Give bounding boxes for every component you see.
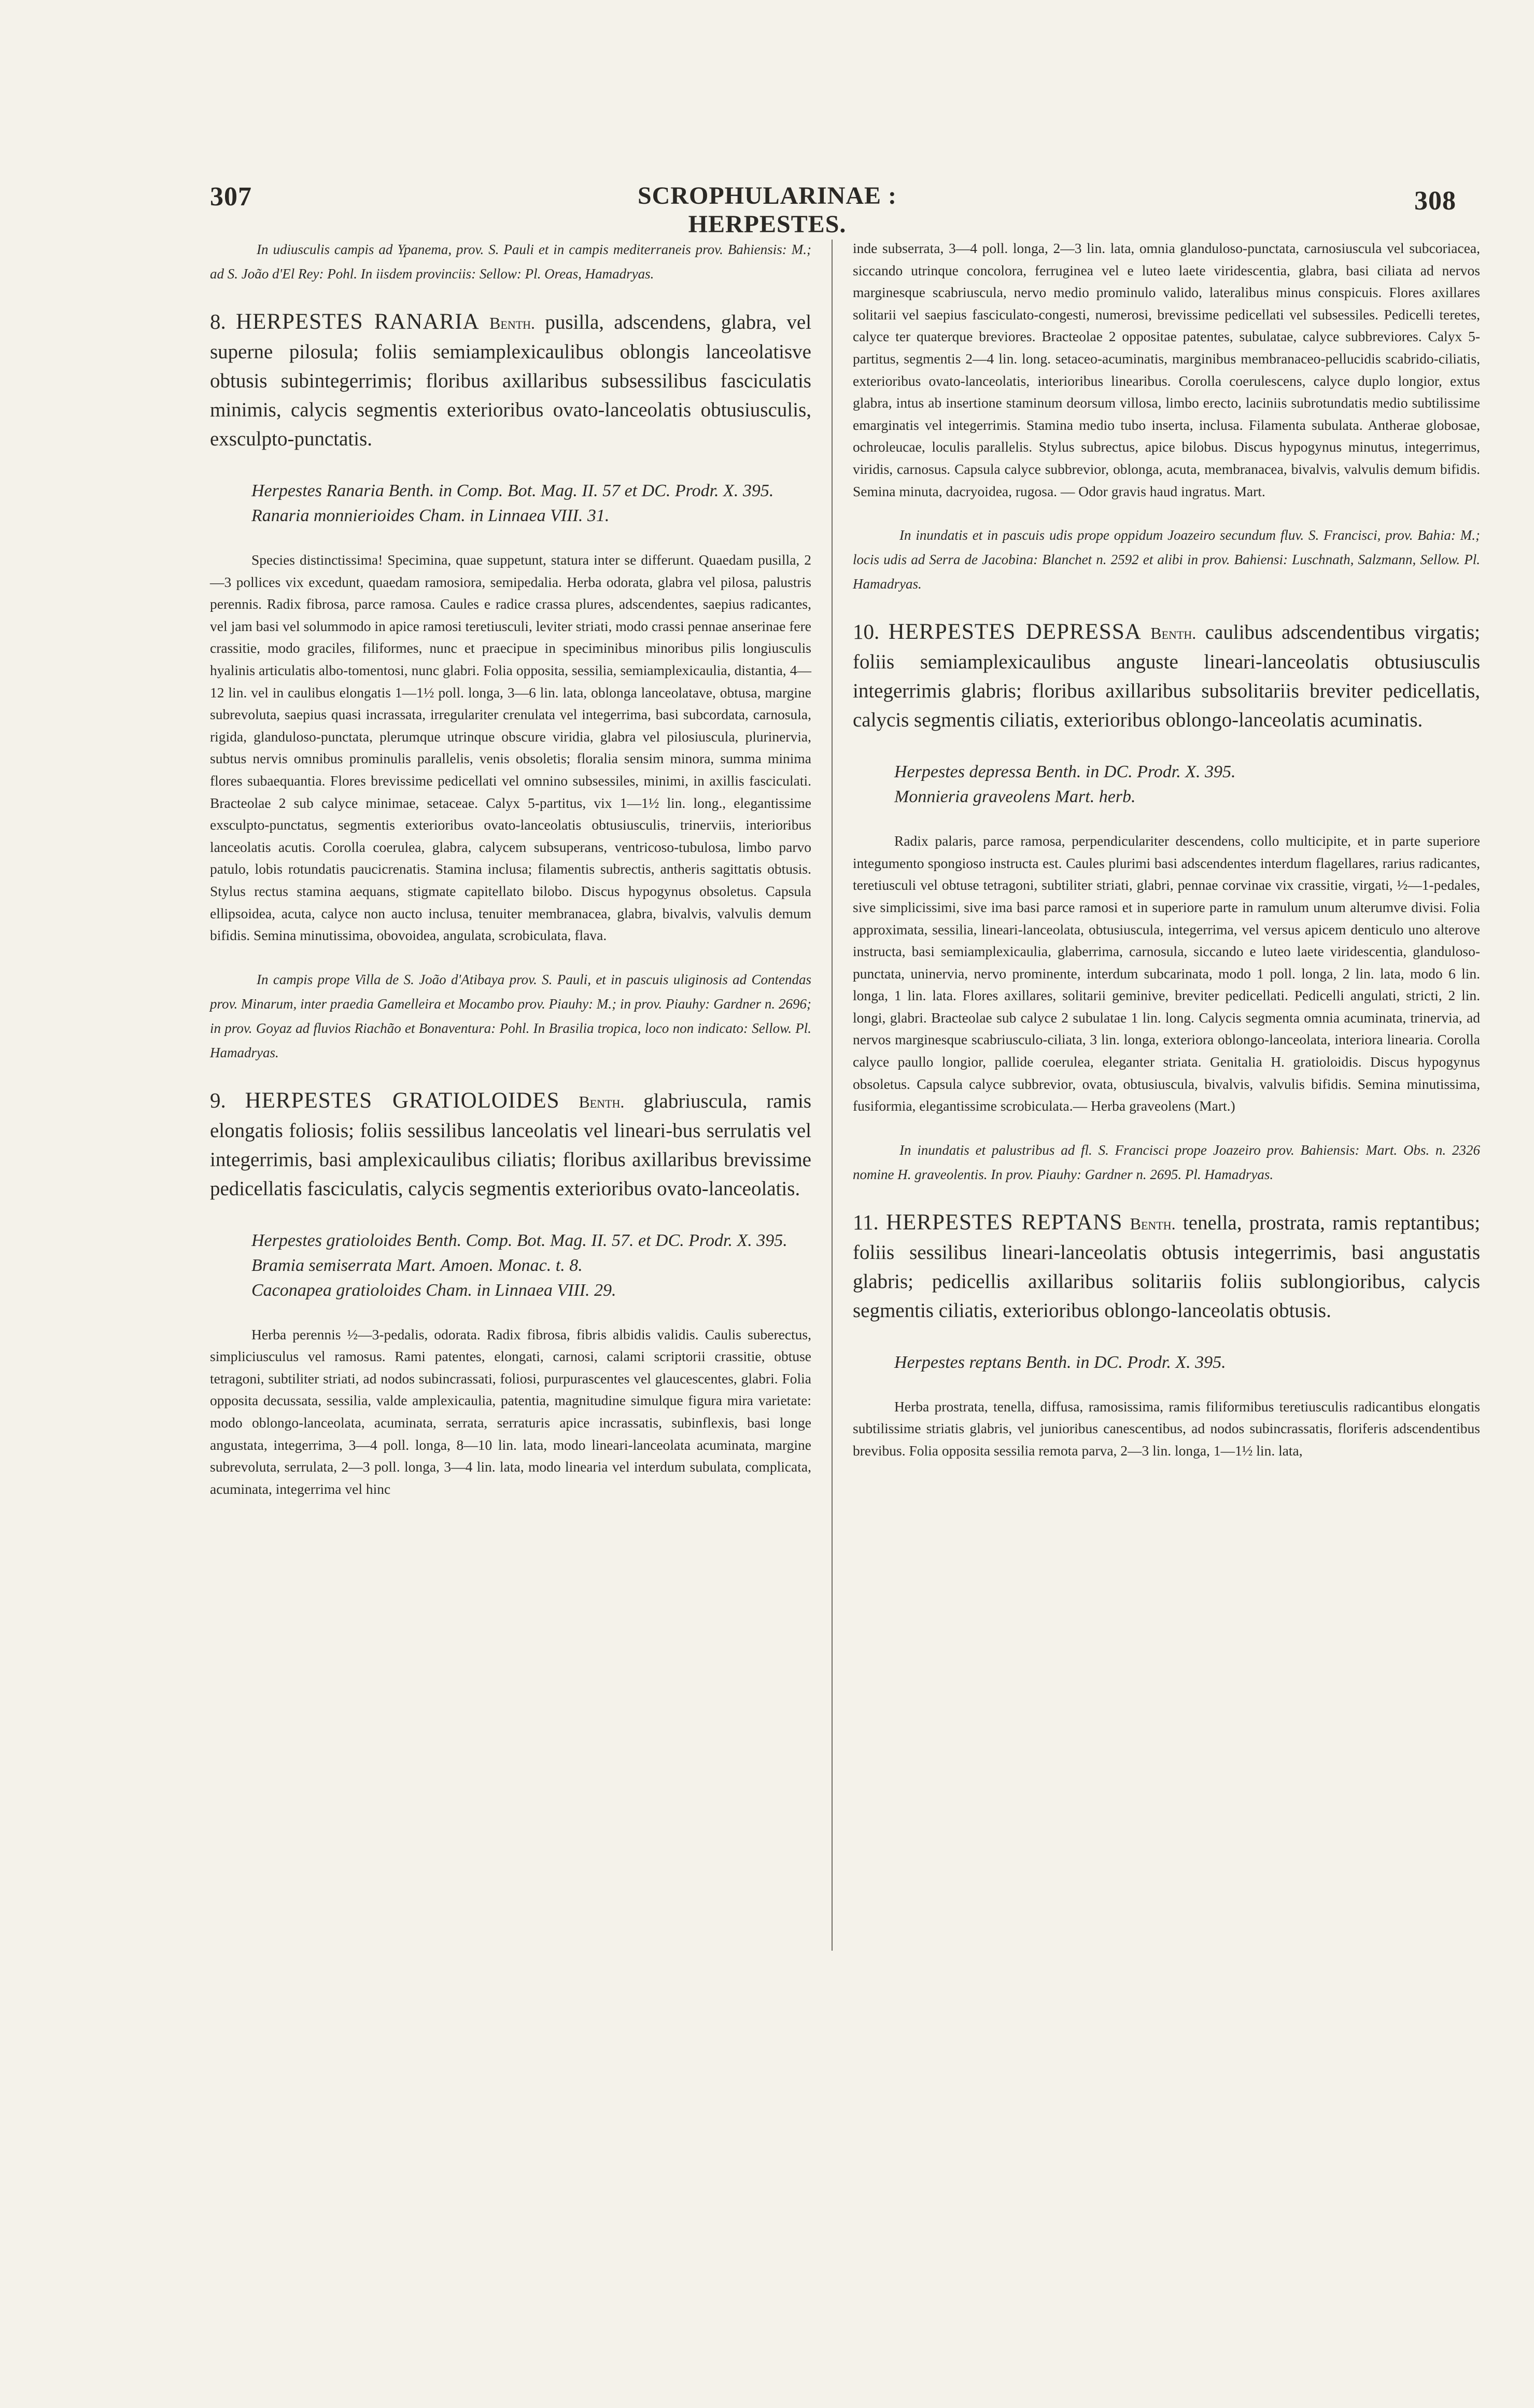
species-9-synonyms: [210, 1228, 811, 1303]
species-name: HERPESTES REPTANS: [885, 1210, 1123, 1235]
synonym: Bramia semiserrata Mart. Amoen. Monac. t. 8.: [251, 1255, 583, 1275]
synonym: Herpestes reptans Benth. in DC. Prodr. X. 395.: [894, 1352, 1226, 1372]
species-number: 11.: [853, 1210, 879, 1234]
species-8-diagnosis: [210, 307, 811, 454]
species-8-synonyms: [210, 479, 811, 528]
running-title: SCROPHULARINAE : HERPESTES.: [637, 182, 897, 238]
column-divider: [832, 240, 833, 1951]
species-number: 8.: [210, 310, 226, 333]
species-10-diagnosis: [853, 617, 1480, 735]
synonym: Herpestes gratioloides Benth. Comp. Bot. Mag. II. 57. et DC. Prodr. X. 395.: [251, 1230, 787, 1250]
species-10-description: Radix palaris, parce ramosa, perpendiculariter descendens, collo multicipite, et in parte superiore integumento spongioso instructa est. Caules plurimi basi adscendentes interdum flagellares, rarius radicantes, teretiusculi vel obtuse tetragoni, subtiliter striati, glabri, pennae corvinae vix crassitie, virgati, ½—1-pedales, sive simplicissimi, sive ima basi parce ramosi et in superiore parte in ramulum unum alterumve divisi. Folia approximata, sessilia, lineari-lanceolata, obtusiuscula, integerrima, vel versus apicem denticulo uno alterove instructa, basi semiamplexicaulia, glaberrima, carnosula, siccando e luteo laete viridescentia, glanduloso-punctata, uninervia, nervo prominente, interdum subcarinata, modo 1 poll. longa, 2 lin. lata, modo 6 lin. longa, 1 lin. lata. Flores axillares, solitarii geminive, breviter pedicellati. Pedicelli angulati, stricti, 2 lin. longi, glabri. Bracteolae sub calyce 2 subulatae 1 lin. long. Calycis segmenta omnia acuminata, trinervia, ad nervos marginesque scabriusculo-ciliata, 3 lin. longa, exteriora oblongo-lanceolata, interiora linearia. Corolla calyce paullo longior, pallide coerulea, eleganter striata. Genitalia H. gratioloidis. Discus hypogynus obsoletus. Capsula calyce subbrevior, ovata, obtusiuscula, bivalvis, valvulis bifidis. Semina minutissima, fusiformia, elegantissime scrobiculata.— Herba graveolens (Mart.): [853, 833, 1480, 1114]
species-number: 10.: [853, 620, 880, 644]
species-10-synonyms: [853, 760, 1480, 809]
species-author: Benth.: [1130, 1214, 1176, 1233]
species-author: Benth.: [489, 314, 536, 332]
species-11-description: Herba prostrata, tenella, diffusa, ramosissima, ramis filiformibus teretiusculis radicantibus elongatis subtilissime striatis glabris, vel junioribus canescentibus, ad nodos subincrassatis, floriferis adscendentibus brevibus. Folia opposita sessilia remota parva, 2—3 lin. longa, 1—1½ lin. lata,: [853, 1398, 1480, 1459]
species-name: HERPESTES DEPRESSA: [888, 620, 1142, 645]
diagnosis-text: tenella, prostrata, ramis reptantibus; foliis sessilibus lineari-lanceolatis obtusis integerrimis, basi angustatis glabris; pedicellis axillaribus solitariis foliis sublongioribus, calycis segmentis ciliatis, exterioribus oblongo-lanceolatis obtusis.: [853, 1211, 1481, 1322]
species-author: Benth.: [1150, 624, 1197, 643]
species-9-diagnosis: [210, 1086, 811, 1203]
species-author: Benth.: [579, 1092, 625, 1111]
right-column: [853, 237, 1480, 1483]
species-11-diagnosis: [853, 1208, 1480, 1325]
synonym: Herpestes Ranaria Benth. in Comp. Bot. Mag. II. 57 et DC. Prodr. X. 395.: [251, 481, 774, 500]
left-column: [210, 237, 811, 1521]
synonym: Ranaria monnierioides Cham. in Linnaea VIII. 31.: [251, 506, 610, 525]
species-number: 9.: [210, 1088, 226, 1112]
locality-text: In udiusculis campis ad Ypanema, prov. S. Pauli et in campis mediterraneis prov. Bahiensis: M.; ad S. João d'El Rey: Pohl. In iisdem provinciis: Sellow: Pl. Oreas, Hamadryas.: [210, 242, 811, 282]
synonym: Monnieria graveolens Mart. herb.: [894, 787, 1136, 807]
species-10-locality: In inundatis et palustribus ad fl. S. Francisci prope Joazeiro prov. Bahiensis: Mart. Obs. n. 2326 nomine H. graveolentis. In prov. Piauhy: Gardner n. 2695. Pl. Hamadryas.: [853, 1142, 1480, 1182]
synonym: Caconapea gratioloides Cham. in Linnaea VIII. 29.: [251, 1280, 616, 1300]
species-9-description-continued: inde subserrata, 3—4 poll. longa, 2—3 lin. lata, omnia glanduloso-punctata, carnosiuscula vel subcoriacea, siccando utrinque concolora, ferruginea vel e luteo laete viridescentia, glabra, basi ciliata ad nervos marginesque scabriuscula, nervo medio prominulo valido, lateralibus minus conspicuis. Flores axillares solitarii vel saepius fasciculato-congesti, numerosi, brevissime pedicellati vel subsessiles. Pedicelli teretes, calyce ter quaterque breviores. Bracteolae 2 oppositae patentes, subulatae, calyce subbreviores. Calyx 5-partitus, segmentis 2—4 lin. long. setaceo-acuminatis, marginibus membranaceo-pellucidis scabrido-ciliatis, exterioribus ovato-lanceolatis, interioribus linearibus. Corolla coerulescens, calyce duplo longior, extus glabra, intus ab insertione staminum deorsum villosa, limbo erecto, laciniis subrotundatis medio subtilissime emarginatis vel integerrimis. Stamina medio tubo inserta, inclusa. Filamenta subulata. Antherae globosae, ochroleucae, loculis parallelis. Stylus subrectus, apice bilobus. Discus hypogynus minutus, integerrimus, viridis, carnosus. Capsula calyce subbrevior, oblonga, acuta, membranacea, bivalvis, valvulis demum bifidis. Semina minuta, dacryoidea, rugosa. — Odor gravis haud ingratus. Mart.: [853, 240, 1480, 499]
diagnosis-text: glabriuscula, ramis elongatis foliosis; foliis sessilibus lanceolatis vel lineari-bus serrulatis vel integerrimis, basi amplexicaulibus ciliatis; floribus axillaribus brevissime pedicellatis fasciculatis, calycis segmentis exterioribus ovato-lanceolatis.: [210, 1089, 812, 1200]
diagnosis-text: caulibus adscendentibus virgatis; foliis semiamplexicaulibus anguste lineari-lanceolatis obtusiusculis integerrimis glabris; floribus axillaribus subsolitariis breviter pedicellatis, calycis segmentis ciliatis, exterioribus oblongo-lanceolatis acuminatis.: [853, 621, 1481, 732]
page-number-right: 308: [1414, 186, 1456, 216]
species-9-locality: In inundatis et in pascuis udis prope oppidum Joazeiro secundum fluv. S. Francisci, prov. Bahia: M.; locis udis ad Serra de Jacobina: Blanchet n. 2592 et alibi in prov. Bahiensi: Luschnath, Salzmann, Sellow. Pl. Hamadryas.: [853, 527, 1480, 592]
diagnosis-text: pusilla, adscendens, glabra, vel superne pilosula; foliis semiamplexicaulibus oblongis lanceolatisve obtusis subintegerrimis; floribus axillaribus subsessilibus fasciculatis minimis, calycis segmentis exterioribus ovato-lanceolatis obtusiusculis, exsculpto-punctatis.: [210, 311, 812, 450]
page-number-left: 307: [210, 182, 252, 212]
species-11-synonyms: [853, 1350, 1480, 1375]
species-name: HERPESTES RANARIA: [236, 310, 480, 334]
species-9-description: Herba perennis ½—3-pedalis, odorata. Radix fibrosa, fibris albidis validis. Caulis suberectus, simpliciusculus vel ramosus. Rami patentes, elongati, carnosi, calami scriptorii crassitie, obtuse tetragoni, subtiliter striati, ad nodos subincrassati, foliosi, purpurascentes vel glaucescentes, glabri. Folia opposita decussata, sessilia, valde amplexicaulia, patentia, magnitudine simulque figura mira varietate: modo oblongo-lanceolata, acuminata, serrata, serraturis apice incrassatis, subinflexis, basi longe angustata, integerrima, 3—4 poll. longa, 8—10 lin. lata, modo lineari-lanceolata acuminata, margine subrevoluta, serrulata, 2—3 poll. longa, 3—4 lin. lata, modo linearia vel interdum subulata, complicata, acuminata, integerrima vel hinc: [210, 1326, 811, 1497]
synonym: Herpestes depressa Benth. in DC. Prodr. X. 395.: [894, 762, 1236, 782]
species-8-locality: In campis prope Villa de S. João d'Atibaya prov. S. Pauli, et in pascuis uliginosis ad Contendas prov. Minarum, inter praedia Gamelleira et Mocambo prov. Piauhy: M.; in prov. Piauhy: Gardner n. 2696; in prov. Goyaz ad fluvios Riachão et Bonaventura: Pohl. In Brasilia tropica, loco non indicato: Sellow. Pl. Hamadryas.: [210, 971, 811, 1060]
species-name: HERPESTES GRATIOLOIDES: [245, 1088, 560, 1113]
species-8-description: Species distinctissima! Specimina, quae suppetunt, statura inter se differunt. Quaedam pusilla, 2—3 pollices vix excedunt, quaedam ramosiora, semipedalia. Herba odorata, glabra vel pilosa, palustris perennis. Radix fibrosa, parce ramosa. Caules e radice crassa plures, adscendentes, saepius radicantes, vel jam basi vel solummodo in apice ramosi teretiusculi, leviter striati, modo crassi pennae anserinae fere crassitie, modo graciles, filiformes, nunc et praecipue in speciminibus minoribus pilis longiusculis hyalinis articulatis albo-tomentosi, nunc glabri. Folia opposita, sessilia, semiamplexicaulia, distantia, 4—12 lin. vel in caulibus elongatis 1—1½ poll. longa, 3—6 lin. lata, oblonga lanceolatave, obtusa, margine subrevoluta, saepius quasi incrassata, irregulariter crenulata vel integerrima, basi subcordata, carnosula, rigida, glanduloso-punctata, plerumque utrinque obscure viridia, glabra vel pilosiuscula, plurinervia, subtus nervis omnibus prominulis parallelis, venis obsoletis; floralia sensim minora, summa minima flores subaequantia. Flores brevissime pedicellati vel omnino subsessiles, minimi, in axillis fasciculati. Bracteolae 2 sub calyce minimae, setaceae. Calyx 5-partitus, vix 1—1½ lin. long., elegantissime exsculpto-punctatus, segmentis exterioribus ovato-lanceolatis obtusiusculis, trinerviis, interioribus lanceolatis acutis. Corolla coerulea, glabra, calycem subsuperans, ventricoso-tubulosa, limbo parvo patulo, lobis rotundatis paucicrenatis. Stamina inclusa; filamentis subrectis, antheris sagittatis obtusis. Stylus rectus stamina aequans, stigmate capitellato bilobo. Discus hypogynus obsoletus. Capsula ellipsoidea, acuta, calyce non aucto inclusa, tenuiter membranacea, glabra, bivalvis, valvulis demum bifidis. Semina minutissima, obovoidea, angulata, scrobiculata, flava.: [210, 552, 811, 944]
